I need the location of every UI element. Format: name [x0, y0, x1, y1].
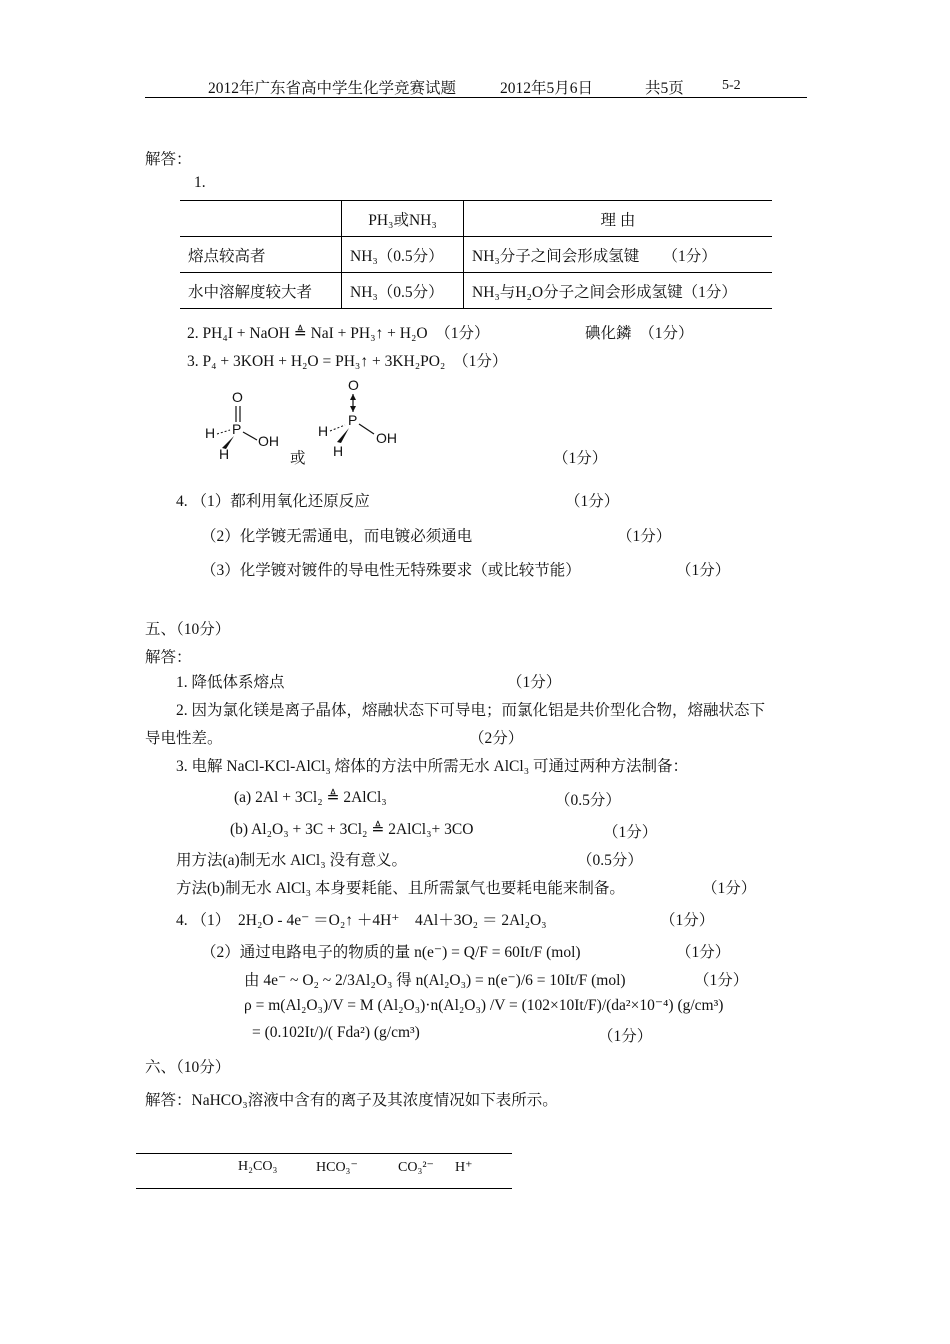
- section-6-title: 六、（10分）: [145, 1059, 231, 1076]
- s5-q4-2: （2）通过电路电子的物质的量 n(e⁻) = Q/F = 60It/F (mol): [201, 944, 581, 961]
- page-count: 共5页: [645, 80, 684, 97]
- atom-h: H: [219, 446, 230, 462]
- section-5-title: 五、（10分）: [145, 621, 231, 638]
- q4-score-1: （1分）: [565, 493, 620, 510]
- s5-q3b-score: （1分）: [603, 824, 658, 841]
- answer-label: 解答：: [145, 151, 192, 168]
- atom-h: H: [318, 423, 329, 439]
- s5-q3d-score: （1分）: [702, 880, 757, 897]
- comparison-table: [180, 200, 772, 309]
- q2-equation: 2. PH₄I + NaOH ≜ NaI + PH₃↑ + H₂O （1分）: [187, 325, 490, 342]
- atom-h: H: [333, 443, 344, 459]
- atom-o: O: [348, 378, 359, 393]
- table-row: [180, 273, 772, 309]
- s5-q3a-score: （0.5分）: [555, 792, 621, 809]
- s5-q2-line1: 2. 因为氯化镁是离子晶体，熔融状态下可导电；而氯化铝是共价型化合物，熔融状态下: [176, 702, 766, 719]
- s5-q4-2-score: （1分）: [676, 944, 731, 961]
- species-h2co3: H₂CO₃: [238, 1159, 278, 1174]
- species-co3: CO₃²⁻: [398, 1160, 434, 1175]
- s5-q4-4: ρ = m(Al₂O₃)/V = M (Al₂O₃)·n(Al₂O₃) /V = (102×10It/F)/(da²×10⁻⁴) (g/cm³): [244, 997, 724, 1014]
- atom-oh: OH: [258, 433, 279, 449]
- s5-q4-1-score: （1分）: [660, 912, 715, 929]
- atom-p: P: [348, 412, 358, 428]
- s5-q4-3: 由 4e⁻ ~ O₂ ~ 2/3Al₂O₃ 得 n(Al₂O₃) = n(e⁻)/6 = 10It/F (mol): [244, 972, 626, 989]
- s5-q4-1: 4. （1） 2H₂O - 4e⁻ ＝O₂↑ ＋4H⁺ 4Al＋3O₂ ＝ 2Al₂O₃: [176, 912, 547, 929]
- s5-q3-intro: 3. 电解 NaCl-KCl-AlCl₃ 熔体的方法中所需无水 AlCl₃ 可通过两种方法制备：: [176, 758, 688, 775]
- species-hco3: HCO₃⁻: [316, 1160, 358, 1175]
- s5-q3d: 方法(b)制无水 AlCl₃ 本身要耗能、且所需氯气也要耗电能来制备。: [176, 880, 625, 897]
- s5-q2-score: （2分）: [469, 730, 524, 747]
- q4-item-3: （3）化学镀对镀件的导电性无特殊要求（或比较节能）: [201, 562, 581, 579]
- s5-q4-3-score: （1分）: [694, 972, 749, 989]
- table-top-rule: [136, 1153, 512, 1154]
- q4-item-1: 4. （1）都利用氧化还原反应: [176, 493, 370, 510]
- exam-title: 2012年广东省高中学生化学竞赛试题: [208, 80, 457, 97]
- table-cell-choice: NH₃（0.5分）: [342, 237, 464, 273]
- s6-answer: 解答：NaHCO₃溶液中含有的离子及其浓度情况如下表所示。: [145, 1092, 558, 1109]
- answer-label: 解答：: [145, 649, 192, 666]
- table-cell-reason: NH₃分子之间会形成氢键 （1分）: [472, 247, 717, 265]
- s5-q3c: 用方法(a)制无水 AlCl₃ 没有意义。: [176, 852, 408, 869]
- s5-q1-score: （1分）: [507, 674, 562, 691]
- exam-date: 2012年5月6日: [500, 80, 594, 97]
- table-bottom-rule: [136, 1188, 512, 1189]
- atom-h: H: [205, 425, 216, 441]
- table-cell-reason: NH₃与H₂O分子之间会形成氢键（1分）: [464, 273, 773, 309]
- s5-q4-5: = (0.102It/)/( Fda²) (g/cm³): [252, 1024, 420, 1041]
- s5-q3c-score: （0.5分）: [577, 852, 643, 869]
- s5-q1: 1. 降低体系熔点: [176, 674, 285, 691]
- atom-oh: OH: [376, 430, 397, 446]
- page-number: 5-2: [722, 78, 741, 93]
- table-cell-prop: 熔点较高者: [188, 247, 266, 265]
- q1-label: 1.: [194, 174, 206, 191]
- table-header-blank: [180, 201, 342, 237]
- q4-item-2: （2）化学镀无需通电，而电镀必须通电: [201, 528, 473, 545]
- s5-q2-line2: 导电性差。: [145, 730, 223, 747]
- table-header-reason: 理 由: [464, 201, 773, 237]
- table-cell-choice: NH₃（0.5分）: [342, 273, 464, 309]
- s5-q3a: (a) 2Al + 3Cl₂ ≜ 2AlCl₃: [234, 789, 387, 806]
- s5-q3b: (b) Al₂O₃ + 3C + 3Cl₂ ≜ 2AlCl₃+ 3CO: [230, 821, 474, 838]
- table-cell-prop: 水中溶解度较大者: [180, 273, 342, 309]
- table-header-choice: PH₃或NH₃: [342, 201, 464, 237]
- atom-o: O: [232, 389, 243, 405]
- or-label: 或: [290, 450, 306, 467]
- atom-p: P: [232, 421, 242, 437]
- page-header: [145, 73, 807, 98]
- table-header-row: [180, 201, 772, 237]
- s5-q4-5-score: （1分）: [598, 1028, 653, 1045]
- q4-score-3: （1分）: [676, 562, 731, 579]
- q3-equation: 3. P₄ + 3KOH + H₂O = PH₃↑ + 3KH₂PO₂ （1分）: [187, 353, 508, 370]
- struct-score: （1分）: [553, 450, 608, 467]
- q2-name: 碘化鏻 （1分）: [585, 325, 694, 342]
- hypophosphorous-structures: [200, 378, 420, 463]
- species-h: H⁺: [455, 1160, 473, 1175]
- q4-score-2: （1分）: [617, 528, 672, 545]
- table-row: [180, 237, 772, 273]
